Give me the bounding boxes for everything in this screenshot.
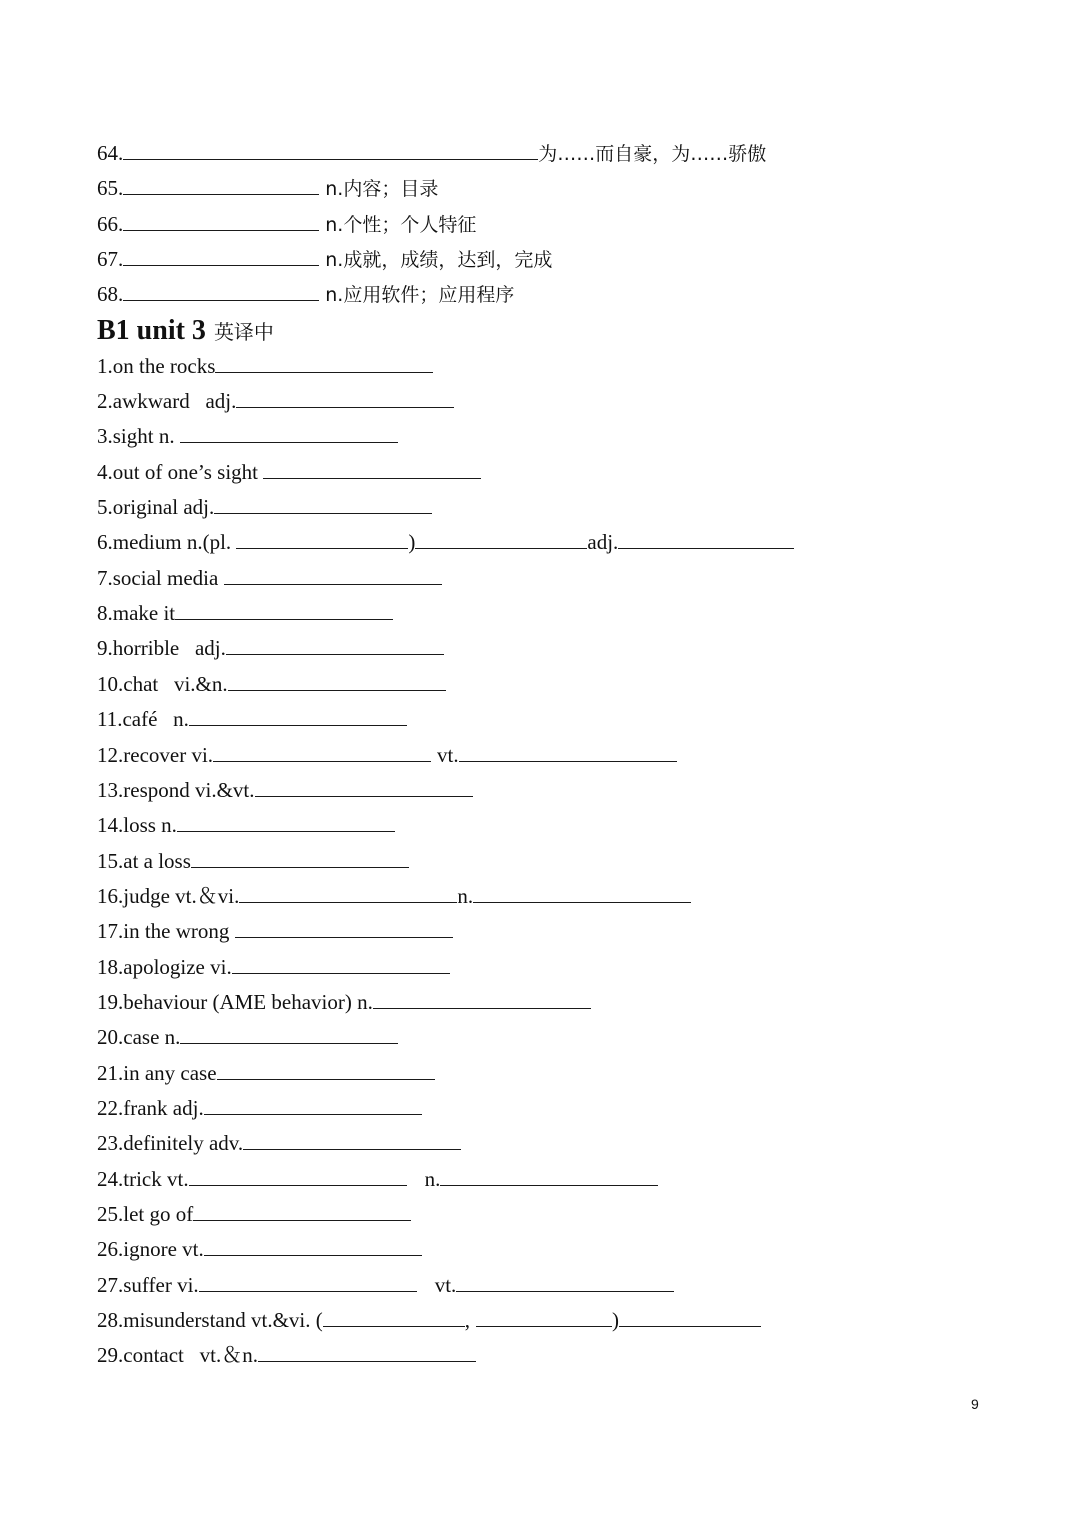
section-subtitle: 英译中 [213, 319, 274, 344]
item-prompt: 18.apologize vi. [97, 954, 232, 979]
vocab-item-10 [97, 667, 997, 702]
vocab-item-18 [97, 950, 997, 985]
answer-blank[interactable] [415, 528, 587, 549]
item-prompt: 10.chat vi.&n. [97, 671, 228, 696]
prev-item-64 [97, 136, 997, 171]
answer-blank[interactable] [619, 1306, 761, 1327]
answer-blank[interactable] [224, 564, 442, 585]
answer-blank[interactable] [258, 1341, 476, 1362]
section-title: B1 unit 3 [97, 314, 206, 346]
answer-blank-plural[interactable] [236, 528, 408, 549]
vocab-item-1 [97, 349, 997, 384]
vocab-item-5 [97, 490, 997, 525]
answer-blank-n[interactable] [473, 882, 691, 903]
item-prompt: 12.recover vi. [97, 742, 214, 767]
answer-blank-pp[interactable] [476, 1306, 612, 1327]
vocab-item-8 [97, 596, 997, 631]
answer-blank[interactable] [191, 847, 409, 868]
section-heading [97, 313, 997, 349]
answer-blank[interactable] [213, 741, 431, 762]
answer-blank[interactable] [214, 493, 432, 514]
vocab-item-12 [97, 738, 997, 773]
vocab-item-27 [97, 1268, 997, 1303]
vocab-item-26 [97, 1232, 997, 1267]
prev-item-66 [97, 207, 997, 242]
item-prompt: 6.medium n.(pl. [97, 530, 237, 555]
item-connector: vt. [437, 742, 459, 767]
vocab-item-2 [97, 384, 997, 419]
item-prompt: 7.social media [97, 565, 224, 590]
answer-blank[interactable] [263, 458, 481, 479]
vocab-item-13 [97, 773, 997, 808]
item-number: 65. [97, 176, 124, 201]
prev-item-65 [97, 171, 997, 206]
item-connector: ) [408, 530, 416, 555]
answer-blank[interactable] [235, 917, 453, 938]
item-number: 67. [97, 247, 124, 272]
item-prompt: 11.café n. [97, 707, 189, 732]
vocab-item-28 [97, 1303, 997, 1338]
vocab-item-17 [97, 914, 997, 949]
item-prompt: 9.horrible adj. [97, 636, 226, 661]
vocab-item-25 [97, 1197, 997, 1232]
item-prompt: 2.awkward adj. [97, 389, 237, 414]
vocab-item-22 [97, 1091, 997, 1126]
answer-blank[interactable] [373, 988, 591, 1009]
item-prompt: 22.frank adj. [97, 1095, 204, 1120]
item-prompt: 20.case n. [97, 1025, 181, 1050]
vocab-item-20 [97, 1020, 997, 1055]
item-prompt: 4.out of one’s sight [97, 459, 264, 484]
vocab-item-11 [97, 702, 997, 737]
item-prompt: 19.behaviour (AME behavior) n. [97, 989, 373, 1014]
item-prompt: 8.make it [97, 601, 176, 626]
answer-blank[interactable] [123, 139, 538, 160]
item-prompt: 3.sight n. [97, 424, 180, 449]
item-prompt: 29.contact vt.＆n. [97, 1343, 258, 1368]
item-definition: 为……而自豪，为……骄傲 [538, 143, 767, 165]
answer-blank-vt[interactable] [456, 1271, 674, 1292]
answer-blank[interactable] [243, 1129, 461, 1150]
vocab-item-4 [97, 455, 997, 490]
vocab-item-21 [97, 1056, 997, 1091]
vocab-item-7 [97, 561, 997, 596]
answer-blank[interactable] [204, 1094, 422, 1115]
answer-blank[interactable] [226, 634, 444, 655]
item-definition: n.内容；目录 [325, 178, 439, 201]
item-prompt: 24.trick vt. [97, 1166, 189, 1191]
item-prompt: 23.definitely adv. [97, 1131, 244, 1156]
answer-blank[interactable] [189, 705, 407, 726]
answer-blank-past[interactable] [323, 1306, 465, 1327]
answer-blank[interactable] [215, 352, 433, 373]
item-number: 66. [97, 211, 124, 236]
answer-blank-adj[interactable] [618, 528, 794, 549]
answer-blank[interactable] [217, 1059, 435, 1080]
vocab-item-23 [97, 1126, 997, 1161]
answer-blank[interactable] [123, 210, 319, 231]
answer-blank[interactable] [193, 1200, 411, 1221]
item-prompt: 5.original adj. [97, 495, 215, 520]
item-definition: n.应用软件；应用程序 [325, 284, 515, 307]
item-prompt: 14.loss n. [97, 813, 177, 838]
answer-blank[interactable] [180, 1023, 398, 1044]
vocab-item-24 [97, 1162, 997, 1197]
prev-item-68 [97, 277, 997, 312]
answer-blank[interactable] [177, 811, 395, 832]
item-prompt: 25.let go of [97, 1201, 194, 1226]
item-prompt: 28.misunderstand vt.&vi. ( [97, 1308, 323, 1332]
answer-blank[interactable] [239, 882, 457, 903]
item-connector: adj. [587, 530, 619, 555]
item-number: 68. [97, 282, 124, 307]
prev-item-67 [97, 242, 997, 277]
answer-blank[interactable] [123, 245, 319, 266]
vocab-item-14 [97, 808, 997, 843]
vocab-item-15 [97, 844, 997, 879]
item-prompt: 16.judge vt.＆vi. [97, 883, 240, 908]
item-prompt: 13.respond vi.&vt. [97, 777, 255, 802]
item-connector: ) [611, 1308, 619, 1332]
item-prompt: 26.ignore vt. [97, 1237, 204, 1262]
answer-blank-vt[interactable] [459, 741, 677, 762]
vocab-item-19 [97, 985, 997, 1020]
item-prompt: 17.in the wrong [97, 919, 235, 944]
item-prompt: 27.suffer vi. [97, 1272, 199, 1297]
vocab-item-6 [97, 525, 997, 560]
item-number: 64. [97, 141, 124, 165]
answer-blank[interactable] [204, 1235, 422, 1256]
item-connector: , [464, 1308, 470, 1332]
page-number: 9 [971, 1396, 979, 1412]
item-connector: vt. [434, 1272, 457, 1297]
answer-blank[interactable] [199, 1271, 417, 1292]
item-prompt: 15.at a loss [97, 848, 191, 873]
answer-blank[interactable] [123, 174, 319, 195]
answer-blank[interactable] [175, 599, 393, 620]
answer-blank[interactable] [180, 422, 398, 443]
answer-blank[interactable] [189, 1165, 407, 1186]
answer-blank[interactable] [255, 776, 473, 797]
item-prompt: 21.in any case [97, 1060, 217, 1085]
item-definition: n.个性；个人特征 [325, 213, 477, 236]
answer-blank-n[interactable] [440, 1165, 658, 1186]
vocab-item-3 [97, 419, 997, 454]
item-connector: n. [424, 1166, 441, 1191]
item-connector: n. [457, 883, 474, 908]
vocab-item-9 [97, 631, 997, 666]
item-definition: n.成就，成绩，达到，完成 [325, 249, 553, 272]
answer-blank[interactable] [232, 953, 450, 974]
answer-blank[interactable] [236, 387, 454, 408]
worksheet-content [97, 136, 997, 1374]
answer-blank[interactable] [123, 280, 319, 301]
vocab-item-29 [97, 1338, 997, 1373]
item-prompt: 1.on the rocks [97, 353, 216, 378]
vocab-item-16 [97, 879, 997, 914]
answer-blank[interactable] [228, 670, 446, 691]
